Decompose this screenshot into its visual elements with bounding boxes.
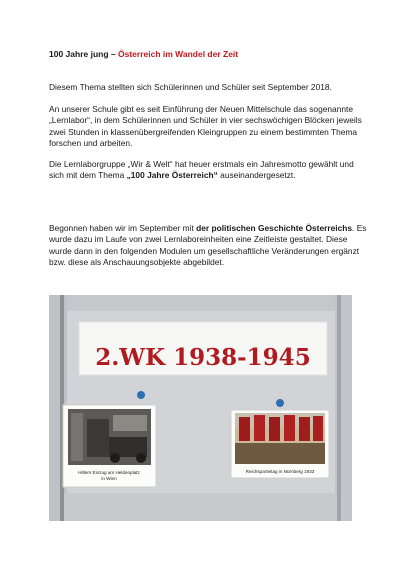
- page-title: [49, 49, 238, 59]
- timeline-photo: [49, 295, 352, 521]
- timeline-board-illustration: [49, 295, 352, 521]
- motto-paragraph: Die Lernlaborgruppe „Wir & Welt“ hat heuer erstmals ein Jahresmotto gewählt und sich mit dem Thema „100 Jahre Österreich“ auseinandergesetzt.: [49, 159, 354, 181]
- motto-topic: „100 Jahre Österreich“: [126, 170, 218, 181]
- left-photo-caption: Hitlers Einzug am Heldenplatz in Wien: [78, 470, 140, 481]
- banner-text: 2.WK 1938-1945: [95, 344, 311, 371]
- intro-paragraph: Diesem Thema stellten sich Schülerinnen und Schüler seit September 2018.: [49, 82, 332, 92]
- lernlabor-paragraph: An unserer Schule gibt es seit Einführung der Neuen Mittelschule das sogenannte „Lernlabor“, in dem Schülerinnen und Schüler in vier sechswöchigen Blöcken jeweils zwei Stunden in klassenübergreifenden Kleingruppen zu einem bestimmten Thema forschen und arbeiten.: [49, 104, 362, 149]
- timeline-topic: der politischen Geschichte Österreichs: [196, 223, 353, 233]
- title-prefix: 100 Jahre jung –: [49, 49, 118, 59]
- title-highlight: Österreich im Wandel der Zeit: [117, 49, 239, 59]
- timeline-paragraph: Begonnen haben wir im September mit der politischen Geschichte Österreichs. Es wurde dazu im Laufe von zwei Lernlaboreinheiten eine Zeitleiste gestaltet. Diese wurde dann in den folgenden Modulen um gesellschaftliche Veränderungen ergänzt bzw. diese als Anschauungsobjekte abgebildet.: [49, 223, 367, 268]
- right-photo-caption: Reichsparteitag in Nürnberg 1933: [245, 469, 315, 474]
